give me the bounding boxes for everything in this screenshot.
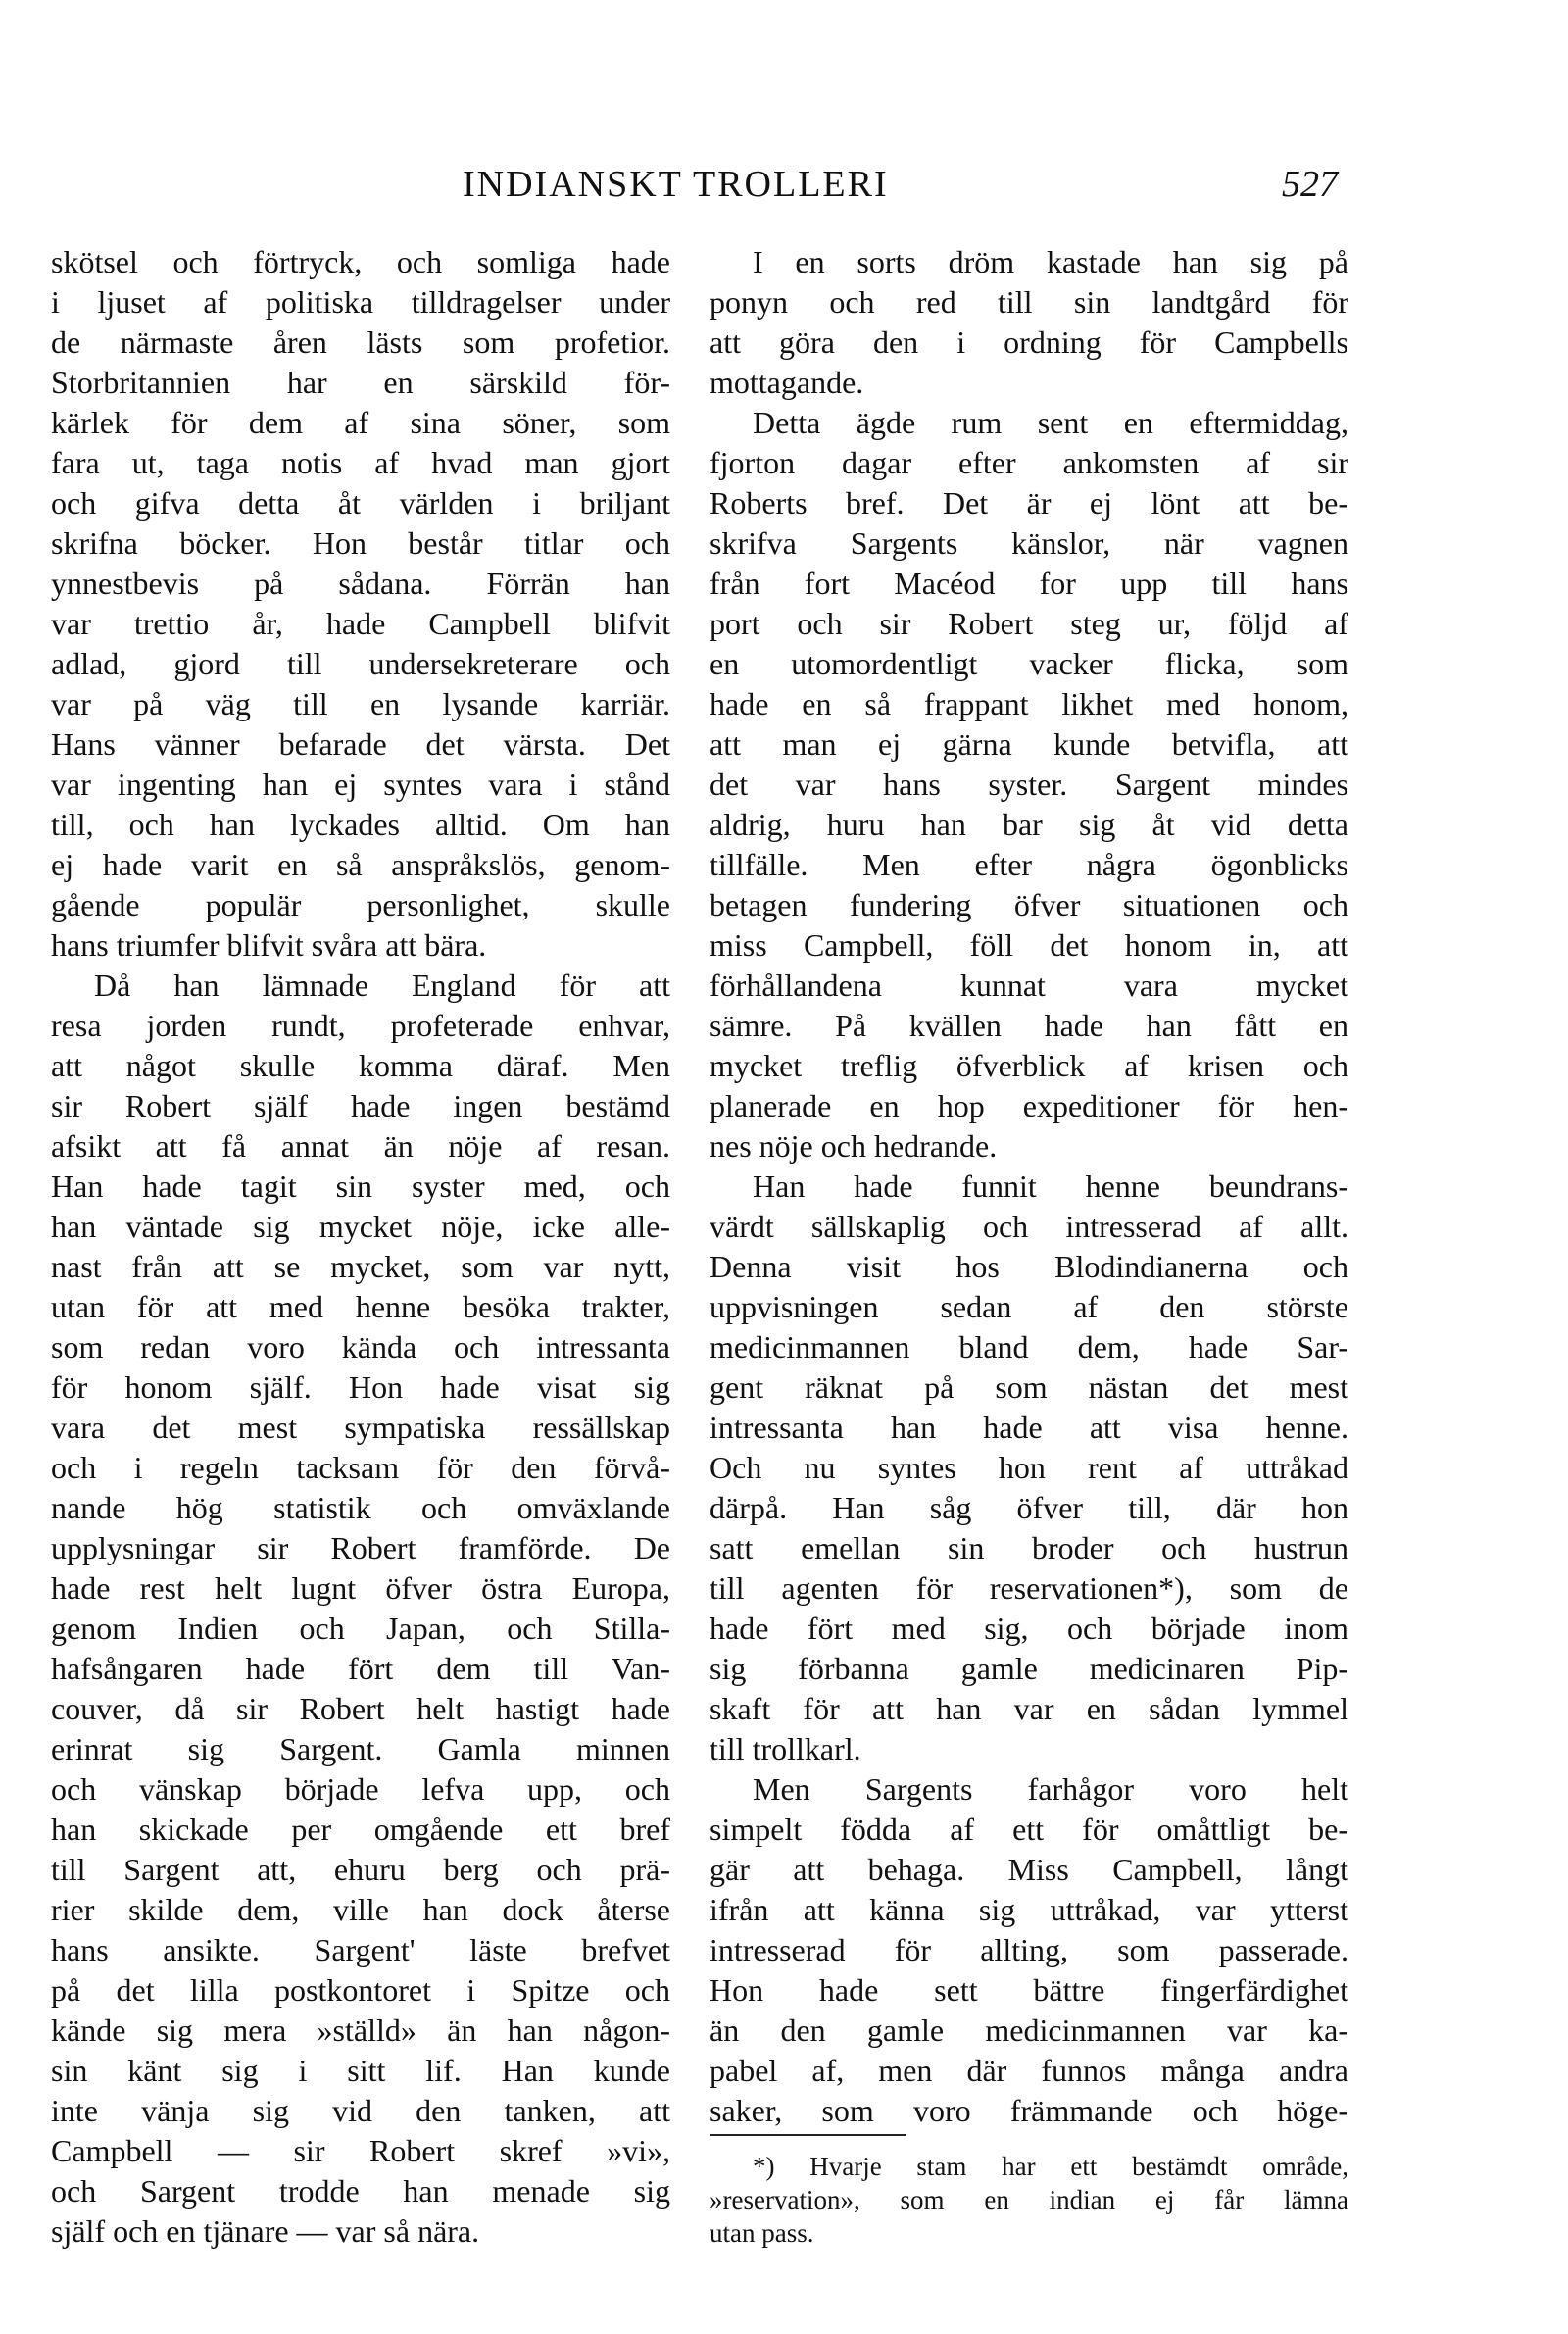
text-line: Campbell — sir Robert skref »vi», xyxy=(51,2133,670,2168)
text-line: hade en så frappant likhet med honom, xyxy=(710,686,1348,721)
text-line: skrifna böcker. Hon består titlar och xyxy=(51,525,670,561)
text-line: vara det mest sympatiska ressällskap xyxy=(51,1410,670,1445)
text-line: utan för att med henne besöka trakter, xyxy=(51,1289,670,1324)
text-line: själf och en tjänare — var så nära. xyxy=(51,2213,480,2249)
text-line: från fort Macéod for upp till hans xyxy=(710,566,1348,601)
text-line: ponyn och red till sin landtgård för xyxy=(710,284,1348,320)
text-line: det var hans syster. Sargent mindes xyxy=(710,767,1348,802)
text-line: nes nöje och hedrande. xyxy=(710,1128,998,1164)
text-line: kärlek för dem af sina söner, som xyxy=(51,405,670,440)
text-line: Detta ägde rum sent en eftermiddag, xyxy=(753,405,1348,440)
text-line: genom Indien och Japan, och Stilla- xyxy=(51,1611,670,1646)
text-line: skötsel och förtryck, och somliga hade xyxy=(51,244,670,279)
text-line: och vänskap började lefva upp, och xyxy=(51,1771,670,1807)
text-line: afsikt att få annat än nöje af resan. xyxy=(51,1128,670,1164)
text-line: värdt sällskaplig och intresserad af allt. xyxy=(710,1209,1348,1244)
text-line: och i regeln tacksam för den förvå- xyxy=(51,1450,670,1485)
footnote-line: »reservation», som en indian ej får lämna xyxy=(710,2185,1348,2214)
text-line: ifrån att känna sig uttråkad, var ytterst xyxy=(710,1892,1348,1927)
text-line: till agenten för reservationen*), som de xyxy=(710,1570,1348,1606)
text-line: han skickade per omgående ett bref xyxy=(51,1812,670,1847)
text-line: mycket treflig öfverblick af krisen och xyxy=(710,1048,1348,1083)
text-line: betagen fundering öfver situationen och xyxy=(710,887,1348,922)
text-line: och gifva detta åt världen i briljant xyxy=(51,485,670,521)
text-line: nast från att se mycket, som var nytt, xyxy=(51,1249,670,1284)
text-line: hade fört med sig, och började inom xyxy=(710,1611,1348,1646)
text-line: pabel af, men där funnos många andra xyxy=(710,2053,1348,2088)
text-line: satt emellan sin broder och hustrun xyxy=(710,1530,1348,1565)
text-line: en utomordentligt vacker flicka, som xyxy=(710,646,1348,681)
text-line: gär att behaga. Miss Campbell, långt xyxy=(710,1852,1348,1887)
text-line: till trollkarl. xyxy=(710,1731,861,1766)
text-line: att man ej gärna kunde betvifla, att xyxy=(710,726,1348,762)
text-line: planerade en hop expeditioner för hen- xyxy=(710,1088,1348,1123)
text-line: mottagande. xyxy=(710,365,864,400)
text-line: Då han lämnade England för att xyxy=(94,968,670,1003)
text-line: miss Campbell, föll det honom in, att xyxy=(710,927,1348,963)
text-line: på det lilla postkontoret i Spitze och xyxy=(51,1972,670,2008)
text-line: sig förbanna gamle medicinaren Pip- xyxy=(710,1651,1348,1686)
text-line: förhållandena kunnat vara mycket xyxy=(710,968,1348,1003)
text-line: hans ansikte. Sargent' läste brefvet xyxy=(51,1932,670,1967)
text-line: gående populär personlighet, skulle xyxy=(51,887,670,922)
text-line: erinrat sig Sargent. Gamla minnen xyxy=(51,1731,670,1766)
text-line: skaft för att han var en sådan lymmel xyxy=(710,1691,1348,1726)
text-line: Denna visit hos Blodindianerna och xyxy=(710,1249,1348,1284)
left-column xyxy=(51,242,670,2252)
text-line: fara ut, taga notis af hvad man gjort xyxy=(51,445,670,480)
text-line: därpå. Han såg öfver till, där hon xyxy=(710,1490,1348,1525)
text-line: att något skulle komma däraf. Men xyxy=(51,1048,670,1083)
text-line: kände sig mera »ställd» än han någon- xyxy=(51,2012,670,2048)
page-number: 527 xyxy=(1282,164,1338,205)
footnote-line: utan pass. xyxy=(710,2218,814,2248)
text-line: ej hade varit en så anspråkslös, genom- xyxy=(51,847,670,882)
footnote-divider xyxy=(710,2134,906,2136)
text-line: för honom själf. Hon hade visat sig xyxy=(51,1369,670,1405)
text-line: Men Sargents farhågor voro helt xyxy=(753,1771,1348,1807)
text-line: Hans vänner befarade det värsta. Det xyxy=(51,726,670,762)
text-line: adlad, gjord till undersekreterare och xyxy=(51,646,670,681)
text-line: simpelt födda af ett för omåttligt be- xyxy=(710,1812,1348,1847)
footnote xyxy=(710,2150,1348,2250)
footnote-line: *) Hvarje stam har ett bestämdt område, xyxy=(753,2152,1348,2181)
text-line: än den gamle medicinmannen var ka- xyxy=(710,2012,1348,2048)
text-line: att göra den i ordning för Campbells xyxy=(710,324,1348,360)
text-line: sämre. På kvällen hade han fått en xyxy=(710,1008,1348,1043)
text-line: var ingenting han ej syntes vara i stånd xyxy=(51,767,670,802)
text-line: hade rest helt lugnt öfver östra Europa, xyxy=(51,1570,670,1606)
text-line: uppvisningen sedan af den störste xyxy=(710,1289,1348,1324)
text-line: gent räknat på som nästan det mest xyxy=(710,1369,1348,1405)
text-line: hafsångaren hade fört dem till Van- xyxy=(51,1651,670,1686)
text-line: tillfälle. Men efter några ögonblicks xyxy=(710,847,1348,882)
text-line: Han hade funnit henne beundrans- xyxy=(753,1168,1348,1204)
text-line: rier skilde dem, ville han dock återse xyxy=(51,1892,670,1927)
text-line: aldrig, huru han bar sig åt vid detta xyxy=(710,807,1348,842)
text-line: till, och han lyckades alltid. Om han xyxy=(51,807,670,842)
text-line: couver, då sir Robert helt hastigt hade xyxy=(51,1691,670,1726)
text-line: han väntade sig mycket nöje, icke alle- xyxy=(51,1209,670,1244)
text-line: till Sargent att, ehuru berg och prä- xyxy=(51,1852,670,1887)
text-line: var trettio år, hade Campbell blifvit xyxy=(51,606,670,641)
text-line: som redan voro kända och intressanta xyxy=(51,1329,670,1365)
right-column xyxy=(710,242,1348,2131)
text-line: port och sir Robert steg ur, följd af xyxy=(710,606,1348,641)
text-line: i ljuset af politiska tilldragelser under xyxy=(51,284,670,320)
text-line: de närmaste åren lästs som profetior. xyxy=(51,324,670,360)
text-line: inte vänja sig vid den tanken, att xyxy=(51,2093,670,2128)
text-line: medicinmannen bland dem, hade Sar- xyxy=(710,1329,1348,1365)
text-line: ynnestbevis på sådana. Förrän han xyxy=(51,566,670,601)
text-line: sin känt sig i sitt lif. Han kunde xyxy=(51,2053,670,2088)
text-line: var på väg till en lysande karriär. xyxy=(51,686,670,721)
text-line: intressanta han hade att visa henne. xyxy=(710,1410,1348,1445)
running-title: INDIANSKT TROLLERI xyxy=(463,164,889,205)
text-line: intresserad för allting, som passerade. xyxy=(710,1932,1348,1967)
text-line: Roberts bref. Det är ej lönt att be- xyxy=(710,485,1348,521)
text-line: skrifva Sargents känslor, när vagnen xyxy=(710,525,1348,561)
text-line: Och nu syntes hon rent af uttråkad xyxy=(710,1450,1348,1485)
text-line: resa jorden rundt, profeterade enhvar, xyxy=(51,1008,670,1043)
text-line: nande hög statistik och omväxlande xyxy=(51,1490,670,1525)
text-line: Hon hade sett bättre fingerfärdighet xyxy=(710,1972,1348,2008)
text-line: upplysningar sir Robert framförde. De xyxy=(51,1530,670,1565)
text-line: sir Robert själf hade ingen bestämd xyxy=(51,1088,670,1123)
text-line: Han hade tagit sin syster med, och xyxy=(51,1168,670,1204)
text-line: hans triumfer blifvit svåra att bära. xyxy=(51,927,487,963)
text-line: och Sargent trodde han menade sig xyxy=(51,2173,670,2209)
text-line: saker, som voro främmande och höge- xyxy=(710,2093,1348,2128)
text-line: fjorton dagar efter ankomsten af sir xyxy=(710,445,1348,480)
page-header xyxy=(0,155,1568,214)
text-line: Storbritannien har en särskild för- xyxy=(51,365,670,400)
text-line: I en sorts dröm kastade han sig på xyxy=(753,244,1348,279)
